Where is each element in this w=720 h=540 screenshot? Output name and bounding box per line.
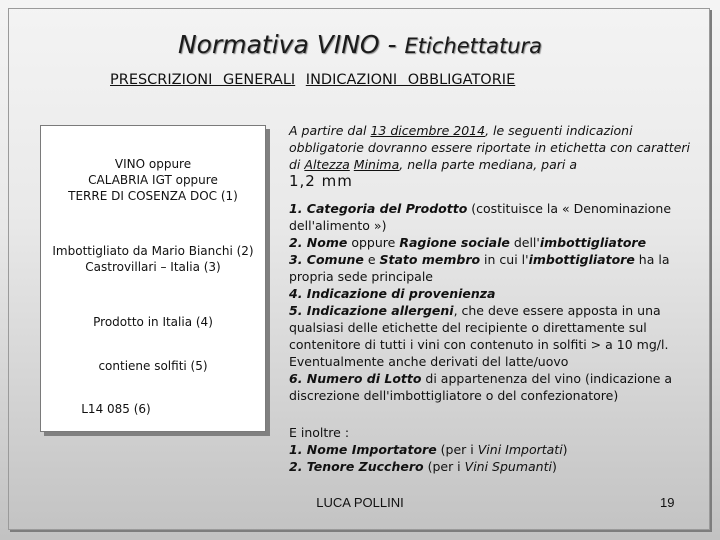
item-italic: Vini Importati: [477, 442, 563, 457]
item-bold: 1. Nome Importatore: [289, 442, 437, 457]
wine-label-example: [40, 125, 266, 432]
list-item: [289, 200, 697, 234]
list-item: [289, 234, 697, 251]
list-item: [289, 441, 697, 458]
item-text: , che deve essere apposta in una qualsiasi delle etichette del recipiente o direttamente sul contenitore di tutti i vini con contenuto in solfiti > a 10 mg/l. Eventualmente anche derivati del latte/uovo: [289, 303, 669, 369]
intro-minima: Minima: [353, 157, 400, 172]
footer-author: LUCA POLLINI: [316, 495, 404, 510]
intro-text: , le seguenti indicazioni obbligatorie dovranno essere riportate in etichetta con caratteri di: [289, 123, 691, 172]
item-bold: 5. Indicazione allergeni: [289, 303, 454, 318]
label-line: CALABRIA IGT oppure: [88, 173, 218, 187]
intro-text: , nella parte mediana, pari a: [399, 157, 578, 172]
list-item: [289, 285, 697, 302]
item-text: ): [551, 459, 557, 474]
mandatory-list: [289, 200, 697, 404]
page-number: 19: [660, 495, 675, 510]
intro-paragraph: [289, 122, 697, 190]
item-bold: Stato membro: [379, 252, 481, 267]
label-line: TERRE DI COSENZA DOC (1): [68, 189, 238, 203]
additional-list: [289, 424, 697, 475]
item-bold: 2. Nome: [289, 235, 348, 250]
intro-date: 13 dicembre 2014: [370, 123, 486, 138]
item-italic: Vini Spumanti: [464, 459, 552, 474]
item-bold: 2. Tenore Zucchero: [289, 459, 424, 474]
item-text: oppure: [347, 235, 400, 250]
label-line: Castrovillari – Italia (3): [85, 260, 221, 274]
slide-subtitle: [110, 72, 515, 88]
additional-heading: E inoltre :: [289, 425, 350, 440]
intro-measure: 1,2 mm: [289, 172, 353, 190]
item-bold: 4. Indicazione di provenienza: [289, 286, 496, 301]
list-item: [289, 251, 697, 285]
intro-text: A partire dal: [289, 123, 371, 138]
item-bold: imbottigliatore: [539, 235, 647, 250]
slide-title: [0, 30, 720, 59]
item-bold: 6. Numero di Lotto: [289, 371, 422, 386]
title-main: Normativa VINO -: [177, 30, 405, 59]
subtitle-left: PRESCRIZIONI GENERALI: [110, 72, 296, 88]
item-text: e: [363, 252, 380, 267]
requirements-text: [289, 122, 697, 475]
item-text: (per i: [436, 442, 478, 457]
label-sulfites: contiene solfiti (5): [98, 359, 208, 373]
list-item: [289, 370, 697, 404]
label-line: Imbottigliato da Mario Bianchi (2): [52, 244, 254, 258]
item-text: (per i: [423, 459, 465, 474]
item-text: ha la propria sede principale: [289, 252, 670, 284]
item-bold: 3. Comune: [289, 252, 364, 267]
item-text: (costituisce la « Denominazione dell'alimento »): [289, 201, 672, 233]
label-denomination: [41, 156, 265, 204]
list-item: [289, 458, 697, 475]
intro-altezza: Altezza: [304, 157, 350, 172]
item-text: dell': [509, 235, 540, 250]
item-text: in cui l': [480, 252, 529, 267]
subtitle-right: INDICAZIONI OBBLIGATORIE: [305, 72, 516, 88]
item-bold: Ragione sociale: [399, 235, 510, 250]
item-text: di appartenenza del vino (indicazione a discrezione dell'imbottigliatore o del confezionatore): [289, 371, 673, 403]
item-bold: imbottigliatore: [528, 252, 635, 267]
item-bold: 1. Categoria del Prodotto: [289, 201, 468, 216]
label-line: VINO oppure: [114, 157, 192, 171]
label-origin: Prodotto in Italia (4): [93, 315, 213, 329]
label-bottler: [41, 243, 265, 275]
item-text: ): [562, 442, 568, 457]
list-item: [289, 302, 697, 370]
label-lot: L14 085 (6): [81, 402, 151, 416]
title-sub: Etichettatura: [404, 34, 543, 58]
